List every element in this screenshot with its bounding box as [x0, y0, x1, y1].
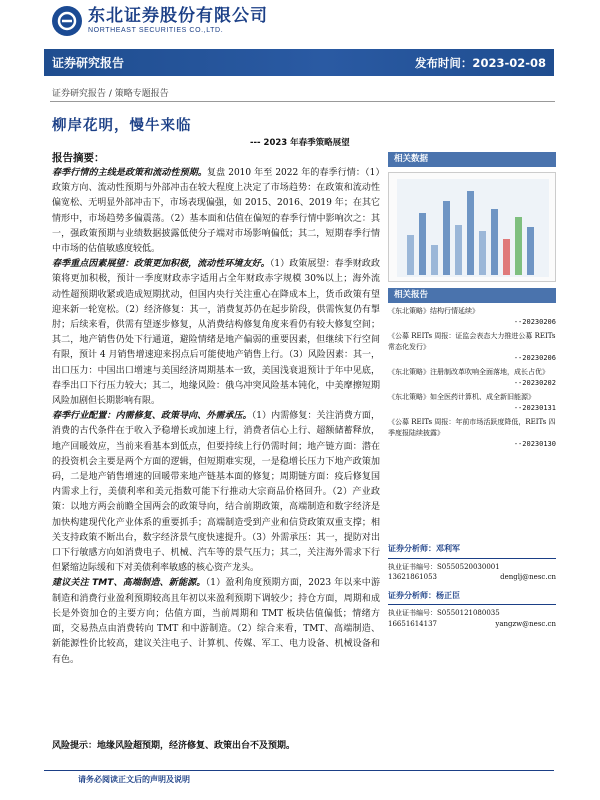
summary-paragraph: [52, 166, 380, 257]
analyst-cert: 执业证书编号：S0550520030001: [388, 562, 500, 571]
summary-paragraph: [52, 257, 380, 409]
thumbnail-bar: [467, 191, 474, 275]
list-item[interactable]: [388, 306, 556, 328]
report-title[interactable]: 《东北策略》结构行情延续》: [388, 307, 479, 315]
divider: [388, 558, 556, 559]
page-subtitle: --- 2023 年春季策略展望: [250, 138, 350, 148]
report-date: --20230206: [513, 318, 556, 326]
list-item[interactable]: [388, 392, 556, 414]
analyst-section: [388, 544, 556, 637]
list-item[interactable]: [388, 417, 556, 450]
report-category: 证券研究报告: [52, 56, 125, 70]
report-title[interactable]: 《公募 REITs 周报：证监会表态大力推进公募 REITs 常态化发行》: [388, 332, 556, 351]
divider: [388, 604, 556, 605]
summary-heading: 报告摘要：: [52, 152, 105, 164]
thumbnail-bar: [419, 213, 426, 275]
logo-mark-icon: [52, 6, 82, 36]
analyst-email[interactable]: denglj@nesc.cn: [500, 573, 556, 581]
report-date: --20230206: [513, 354, 556, 362]
analyst-email[interactable]: yangzw@nesc.cn: [495, 619, 556, 628]
logo-english: NORTHEAST SECURITIES CO.,LTD.: [88, 27, 224, 34]
analyst-cert: 执业证书编号：S0550121080035: [388, 609, 500, 617]
analyst-phone: 16651614137: [388, 619, 437, 628]
report-title[interactable]: 《公募 REITs 周报：年前市场活跃度降低，REITs 四季度报陆续披露》: [388, 418, 556, 437]
page-title: 柳岸花明，慢牛来临: [52, 118, 192, 134]
related-reports-section: [388, 288, 556, 303]
thumbnail-bar: [407, 235, 414, 275]
summary-body: [52, 166, 380, 668]
report-banner: [44, 49, 554, 76]
company-logo: [52, 4, 292, 38]
report-title[interactable]: 《东北策略》注册制改革吹响全面落地，成长占优》: [388, 368, 549, 376]
analyst-contact: [388, 619, 556, 630]
thumbnail-bar: [503, 239, 510, 275]
list-item[interactable]: [388, 367, 556, 389]
thumbnail-bar: [527, 227, 534, 275]
summary-paragraph: [52, 576, 380, 667]
paragraph-text: （1）政策展望：春季财政政策将更加积极，预计一季度财政赤字适用占全年财政赤字规模 30%以上；海外流动性超预期收紧或造成短期扰动，但国内央行关注重心在降成本上，货币政策有望迎来新一轮宽松。（2）经济修复：其一，消费复苏仍在起步阶段，供需恢复仍有掣肘；后续来看，供需有望逐步修复，从消费结构修复角度来看仍有较大修复空间；其二，地产销售仍处下行通道，避险情绪是地产偏弱的重要因素，但继续下行空间有限，预计 4 月销售增速迎来拐点后可能使地产销售上行。（3）风险因素：其一，出口压力：中国出口增速与美国经济周期基本一致，美国浅衰退预计于年中见底，春季出口下行压力较大；其二，地缘风险：俄乌冲突风险基本钝化，中美摩擦短期风险加剧但长期影响有限。: [52, 259, 380, 407]
paragraph-lead: 春季行情的主线是政策和流动性预期。: [52, 168, 208, 178]
analyst-card: [388, 591, 556, 630]
analyst-name: 证券分析师：杨正臣: [388, 590, 460, 600]
related-reports-heading: 相关报告: [388, 288, 556, 303]
thumbnail-bar: [431, 245, 438, 275]
paragraph-lead: 春季行业配置：内需修复、政策导向、外需承压。: [52, 411, 252, 422]
paragraph-lead: 春季重点因素展望：政策更加积极，流动性环境友好。: [52, 259, 270, 270]
analyst-name: 证券分析师：邓利军: [388, 544, 460, 553]
publish-date: 发布时间：2023-02-08: [414, 55, 546, 70]
related-data-heading: 相关数据: [388, 152, 556, 167]
paragraph-text: 复盘 2010 年至 2022 年的春季行情：（1）政策方向、流动性预期与外部冲击在较大程度上决定了市场趋势：在政策和流动性偏宽松、无明显外部冲击下，市场表现偏强，如 2015、2016、2019 年；在其它情形中，市场趋势多偏震荡。（2）基本面和估值在偏短的春季行情中影响次之：其一，强政策预期与业绩数据披露低使分子端对市场影响偏低；其二，短期春季行情中市场的估值敏感度较低。: [52, 168, 380, 255]
summary-paragraph: [52, 409, 380, 576]
risk-warning: 风险提示：地缘风险超预期，经济修复、政策出台不及预期。: [52, 741, 296, 751]
divider: [50, 101, 555, 102]
analyst-contact: [388, 572, 556, 583]
paragraph-text: （1）内需修复：关注消费方面，消费的古代条件在于收入予稳增长或加速上行，消费者信心上行、超额储蓄释放，地产回暖效应，当前来看基本到低点，但要持续上行仍需时间；地产链方面：潜在的投资机会主要是两个方面的逻辑，但短期难实现，一是稳增长压力下地产政策加码，二是地产销售增速的回暖带来地产链基本面的修复；周期链方面：疫后修复国内需求上行，美债利率和美元指数可能下行推动大宗商品价格回升。（2）产业政策：以地方两会前瞻全国两会的政策导向，结合前期政策，高端制造和数字经济是加快构建现代化产业体系的重要抓手；高端制造受到产业和信贷政策双重支撑；相关支持政策不断出台，数字经济景气度快速提升。（3）外需承压：其一，提防对出口下行敏感方向如消费电子、机械、汽车等的景气压力；其二，关注海外需求下行但紧缩边际缓和下对美债利率敏感的核心资产龙头。: [52, 411, 380, 574]
list-item[interactable]: [388, 331, 556, 364]
paragraph-text: （1）盈利角度预期方面，2023 年以来中游制造和消费行业盈利预期较高且年初以来盈利预期下调较少；持仓方面，周期和成长是外资加仓的主要方向；估值方面，当前周期和 TMT 板块估值偏低；情绪方面，交易热点由消费转向 TMT 和中游制造。（2）综合来看，TMT、高端制造、新能源性价比较高，建议关注电子、计算机、传媒、军工、电力设备、机械设备和有色。: [52, 578, 380, 665]
thumbnail-bar: [443, 201, 450, 275]
related-reports-list: [388, 306, 556, 453]
analyst-phone: 13621861053: [388, 573, 437, 581]
report-date: --20230131: [513, 404, 556, 412]
paragraph-lead: 建议关注 TMT、高端制造、新能源。: [52, 578, 206, 589]
related-data-section: [388, 152, 556, 167]
logo-chinese: 东北证券股份有限公司: [88, 6, 268, 26]
thumbnail-bar: [491, 209, 498, 275]
related-data-thumbnail: [388, 172, 556, 282]
breadcrumb: 证券研究报告 / 策略专题报告: [52, 89, 169, 99]
footer-divider: [44, 770, 554, 771]
thumbnail-bar: [515, 217, 522, 275]
report-date: --20230202: [513, 379, 556, 387]
footer-disclaimer: 请务必阅读正文后的声明及说明: [78, 775, 190, 784]
analyst-card: [388, 544, 556, 583]
report-title[interactable]: 《东北策略》如全医药计算机、成全新旧能源》: [388, 393, 535, 401]
thumbnail-bar: [455, 225, 462, 275]
thumbnail-bar: [479, 231, 486, 275]
report-date: --20230130: [513, 440, 556, 448]
